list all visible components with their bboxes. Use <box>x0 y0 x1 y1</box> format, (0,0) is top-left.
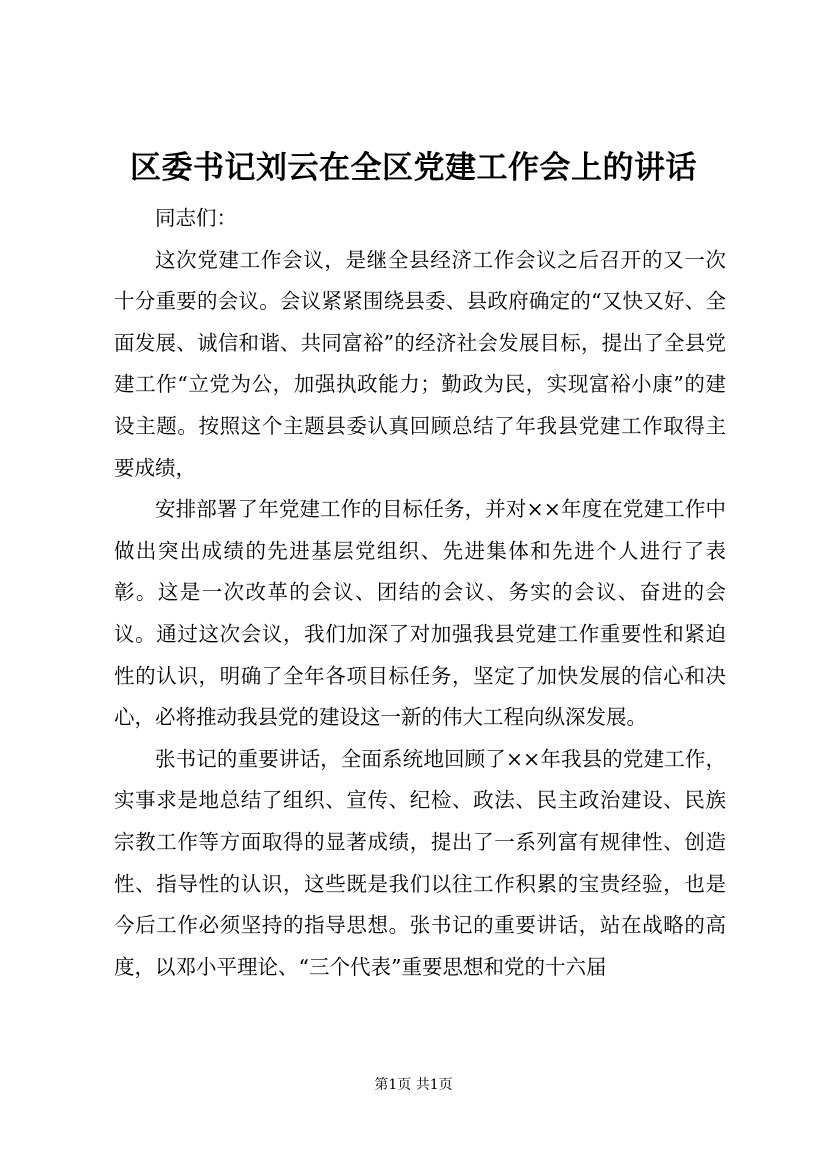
body-paragraph: 安排部署了年党建工作的目标任务，并对××年度在党建工作中做出突出成绩的先进基层党组织、先进集体和先进个人进行了表彰。这是一次改革的会议、团结的会议、务实的会议、奋进的会议。通过这次会议，我们加深了对加强我县党建工作重要性和紧迫性的认识，明确了全年各项目标任务，坚定了加快发展的信心和决心，必将推动我县党的建设这一新的伟大工程向纵深发展。 <box>114 497 726 730</box>
body-paragraph: 张书记的重要讲话，全面系统地回顾了××年我县的党建工作，实事求是地总结了组织、宣传、纪检、政法、民主政治建设、民族宗教工作等方面取得的显著成绩，提出了一系列富有规律性、创造性、指导性的认识，这些既是我们以往工作积累的宝贵经验，也是今后工作必须坚持的指导思想。张书记的重要讲话，站在战略的高度，以邓小平理论、“三个代表”重要思想和党的十六届 <box>114 746 726 979</box>
body-paragraph: 这次党建工作会议，是继全县经济工作会议之后召开的又一次十分重要的会议。会议紧紧围绕县委、县政府确定的“又快又好、全面发展、诚信和谐、共同富裕”的经济社会发展目标，提出了全县党建工作“立党为公，加强执政能力；勤政为民，实现富裕小康”的建设主题。按照这个主题县委认真回顾总结了年我县党建工作取得主要成绩， <box>114 247 726 480</box>
document-body <box>114 198 726 988</box>
document-title: 区委书记刘云在全区党建工作会上的讲话 <box>130 150 697 186</box>
page-number-footer: 第1页 共1页 <box>374 1077 453 1093</box>
greeting-paragraph: 同志们： <box>155 206 237 230</box>
